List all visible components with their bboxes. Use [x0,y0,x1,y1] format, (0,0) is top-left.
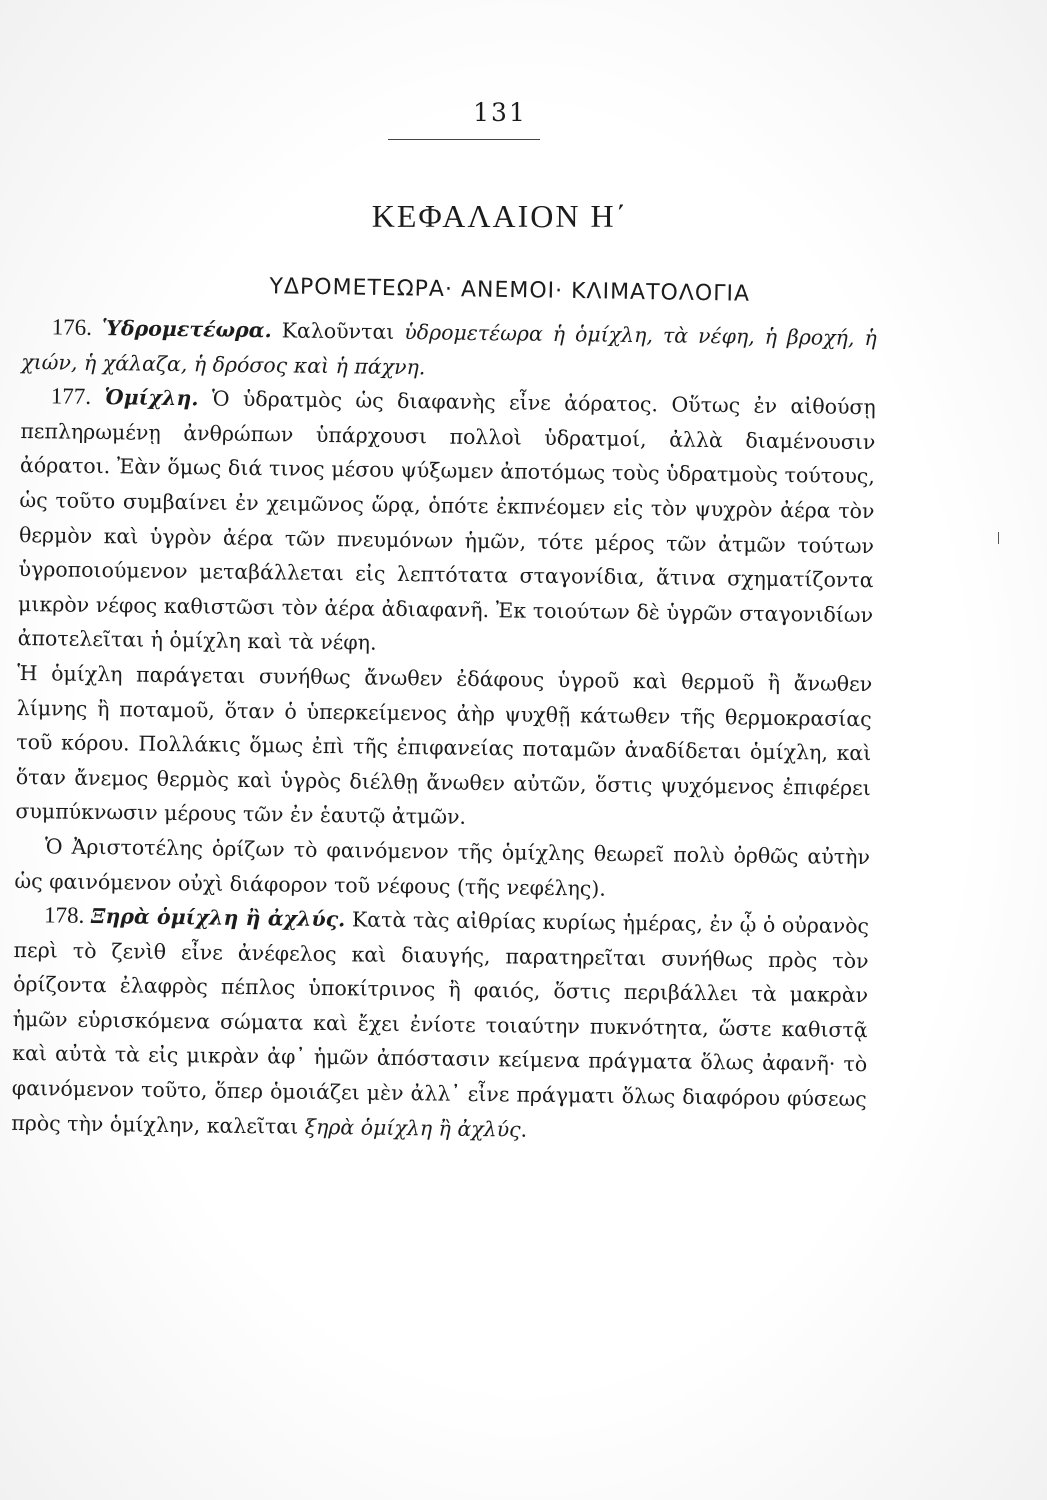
paragraph-heading: Ὁμίχλη. [104,385,199,411]
paragraph-178 [11,898,869,1151]
paragraph-text: Κατὰ τὰς αἰθρίας κυρίως ἡμέρας, ἐν ᾧ ὁ οὐρανὸς περὶ τὸ ζενὶθ εἶνε ἀνέφελος καὶ διαυγής, παρατηρεῖται συνήθως πρὸς τὸν ὁρίζοντα ἐλαφρὸς πέπλος ὑποκίτρινος ἢ φαιός, ὅστις περιβάλλει τὰ μακρὰν ἡμῶν εὑρισκόμενα σώματα καὶ ἔχει ἐνίοτε τοιαύτην πυκνότητα, ὥστε καθιστᾷ καὶ αὐτὰ τὰ εἰς μικρὰν ἀφ᾽ ἡμῶν ἀπόστασιν κείμενα πράγματα ὅλως ἀφανῆ· τὸ φαινόμενον τοῦτο, ὅπερ ὁμοιάζει μὲν ἀλλ᾽ εἶνε πράγματι ὅλως διαφόρου φύσεως πρὸς τὴν ὁμίχλην, καλεῖται [11,907,870,1139]
paragraph-text: Καλοῦνται [281,318,405,345]
paragraph-number: 176. [51,314,93,340]
paragraph-heading: Ξηρὰ ὁμίχλη ἢ ἀχλύς. [90,904,346,932]
paragraph-text: Ἡ ὁμίχλη παράγεται συνήθως ἄνωθεν ἐδάφους ὑγροῦ καὶ θερμοῦ ἢ ἄνωθεν λίμνης ἢ ποταμοῦ, ὅταν ὁ ὑπερκείμενος ἀὴρ ψυχθῇ κάτωθεν τῆς θερμοκρασίας τοῦ κόρου. Πολλάκις ὅμως ἐπὶ τῆς ἐπιφανείας ποταμῶν ἀναδίδεται ὁμίχλη, καὶ ὅταν ἄνεμος θερμὸς καὶ ὑγρὸς διέλθῃ ἄνωθεν αὐτῶν, ὅστις ψυχόμενος ἐπιφέρει συμπύκνωσιν μέρους τῶν ἐν ἑαυτῷ ἀτμῶν. [15,660,873,830]
section-subtitle: ΥΔΡΟΜΕΤΕΩΡΑ· ΑΝΕΜΟΙ· ΚΛΙΜΑΤΟΛΟΓΙΑ [269,274,751,307]
paragraph-177 [17,379,876,667]
chapter-title: ΚΕΦΑΛΑΙΟΝ Η΄ [371,198,629,234]
paragraph-text: Ὁ ὑδρατμὸς ὡς διαφανὴς εἶνε ἀόρατος. Οὕτως ἐν αἰθούσῃ πεπληρωμένῃ ἀνθρώπων ὑπάρχουσι πολλοὶ ὑδρατμοί, ἀλλὰ διαμένουσιν ἀόρατοι. Ἐὰν ὅμως διά τινος μέσου ψύξωμεν ἀποτόμως τοὺς ὑδρατμοὺς τούτους, ὡς τοῦτο συμβαίνει ἐν χειμῶνος ὥρᾳ, ὁπότε ἐκπνέομεν εἰς τὸν ψυχρὸν ἀέρα τὸν θερμὸν καὶ ὑγρὸν ἀέρα τῶν πνευμόνων ἡμῶν, τότε μέρος τῶν ἀτμῶν τούτων ὑγροποιούμενον μεταβάλλεται εἰς λεπτότατα σταγονίδια, ἅτινα σχηματίζοντα μικρὸν νέφος καθιστῶσι τὸν ἀέρα ἀδιαφανῆ. Ἐκ τοιούτων δὲ ὑγρῶν σταγονιδίων ἀποτελεῖται ἡ ὁμίχλη καὶ τὰ νέφη. [17,386,876,656]
paragraph-176 [21,310,877,390]
paragraph-italic-text: ξηρὰ ὁμίχλη ἢ ἀχλύς [304,1114,521,1142]
paragraph-heading: Ὑδρομετέωρα. [101,316,272,343]
paragraph-number: 177. [50,383,92,410]
paragraph-177-continued [15,656,872,840]
paragraph-text-end: . [520,1117,528,1142]
body-text [11,310,877,1151]
margin-mark [998,532,999,544]
paragraph-italic-text: ὑδρομετέωρα ἡ ὁμίχλη, τὰ νέφη, ἡ βροχή, ἡ χιών, ἡ χάλαζα, ἡ δρόσος καὶ ἡ πάχνη. [21,320,877,379]
paragraph-text: Ὁ Ἀριστοτέλης ὁρίζων τὸ φαινόμενον τῆς ὁμίχλης θεωρεῖ πολὺ ὀρθῶς αὐτὴν ὡς φαινόμενον οὐχὶ διάφορον τοῦ νέφους (τῆς νεφέλης). [14,834,871,901]
page-number: 131 [473,98,527,127]
page-number-rule [388,139,540,140]
paragraph-177-aristotle [14,829,870,909]
paragraph-number: 178. [43,902,85,928]
